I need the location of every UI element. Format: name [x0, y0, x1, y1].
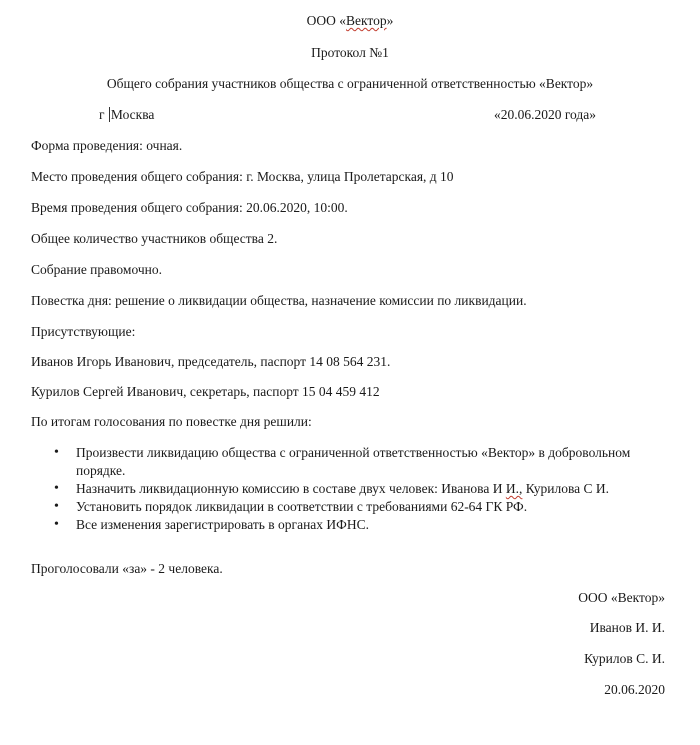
city-prefix: г	[99, 107, 105, 122]
protocol-title: Протокол №1	[311, 45, 389, 60]
signature-date: 20.06.2020	[604, 682, 665, 697]
resolution-list	[31, 444, 671, 534]
signature-company: ООО «Вектор»	[578, 590, 665, 605]
resolution-liquidation-line1: Произвести ликвидацию общества с ограниченной ответственностью «Вектор» в добровольном	[76, 445, 631, 460]
meeting-date: «20.06.2020 года»	[493, 107, 596, 122]
present-chairman: Иванов Игорь Иванович, председатель, паспорт 14 08 564 231.	[31, 354, 391, 369]
meeting-form: Форма проведения: очная.	[31, 138, 183, 153]
resolution-commission-text: Назначить ликвидационную комиссию в составе двух человек: Иванова И	[76, 481, 506, 496]
present-label: Присутствующие:	[31, 324, 136, 339]
list-item	[31, 480, 671, 498]
company-prefix: ООО «	[306, 13, 346, 28]
meeting-time: Время проведения общего собрания: 20.06.2020, 10:00.	[31, 200, 348, 215]
resolution-liquidation-line2: порядке.	[76, 463, 126, 478]
company-header	[0, 13, 700, 29]
vote-result: Проголосовали «за» - 2 человека.	[31, 561, 223, 576]
signature-secretary: Курилов С. И.	[584, 651, 665, 666]
resolution-commission-spellcheck: И.,	[505, 481, 523, 496]
protocol-subtitle: Общего собрания участников общества с ограниченной ответственностью «Вектор»	[106, 76, 594, 91]
company-suffix: »	[386, 13, 394, 28]
present-secretary: Курилов Сергей Иванович, секретарь, паспорт 15 04 459 412	[31, 384, 380, 399]
signature-chairman: Иванов И. И.	[589, 620, 665, 635]
text-cursor	[109, 107, 110, 122]
city-line	[99, 107, 154, 123]
list-item	[31, 444, 671, 480]
participants-count: Общее количество участников общества 2.	[31, 231, 278, 246]
quorum-statement: Собрание правомочно.	[31, 262, 163, 277]
agenda: Повестка дня: решение о ликвидации общества, назначение комиссии по ликвидации.	[31, 293, 527, 308]
resolution-commission-end: Курилова С И.	[522, 481, 610, 496]
meeting-place: Место проведения общего собрания: г. Москва, улица Пролетарская, д 10	[31, 169, 454, 184]
list-item: • Установить порядок ликвидации в соответствии с требованиями 62-64 ГК РФ.	[31, 498, 671, 516]
list-item: • Все изменения зарегистрировать в органах ИФНС.	[31, 516, 671, 534]
resolution-intro: По итогам голосования по повестке дня решили:	[31, 414, 312, 429]
city-name: Москва	[110, 107, 155, 122]
company-name-spellcheck: Вектор	[346, 13, 387, 28]
